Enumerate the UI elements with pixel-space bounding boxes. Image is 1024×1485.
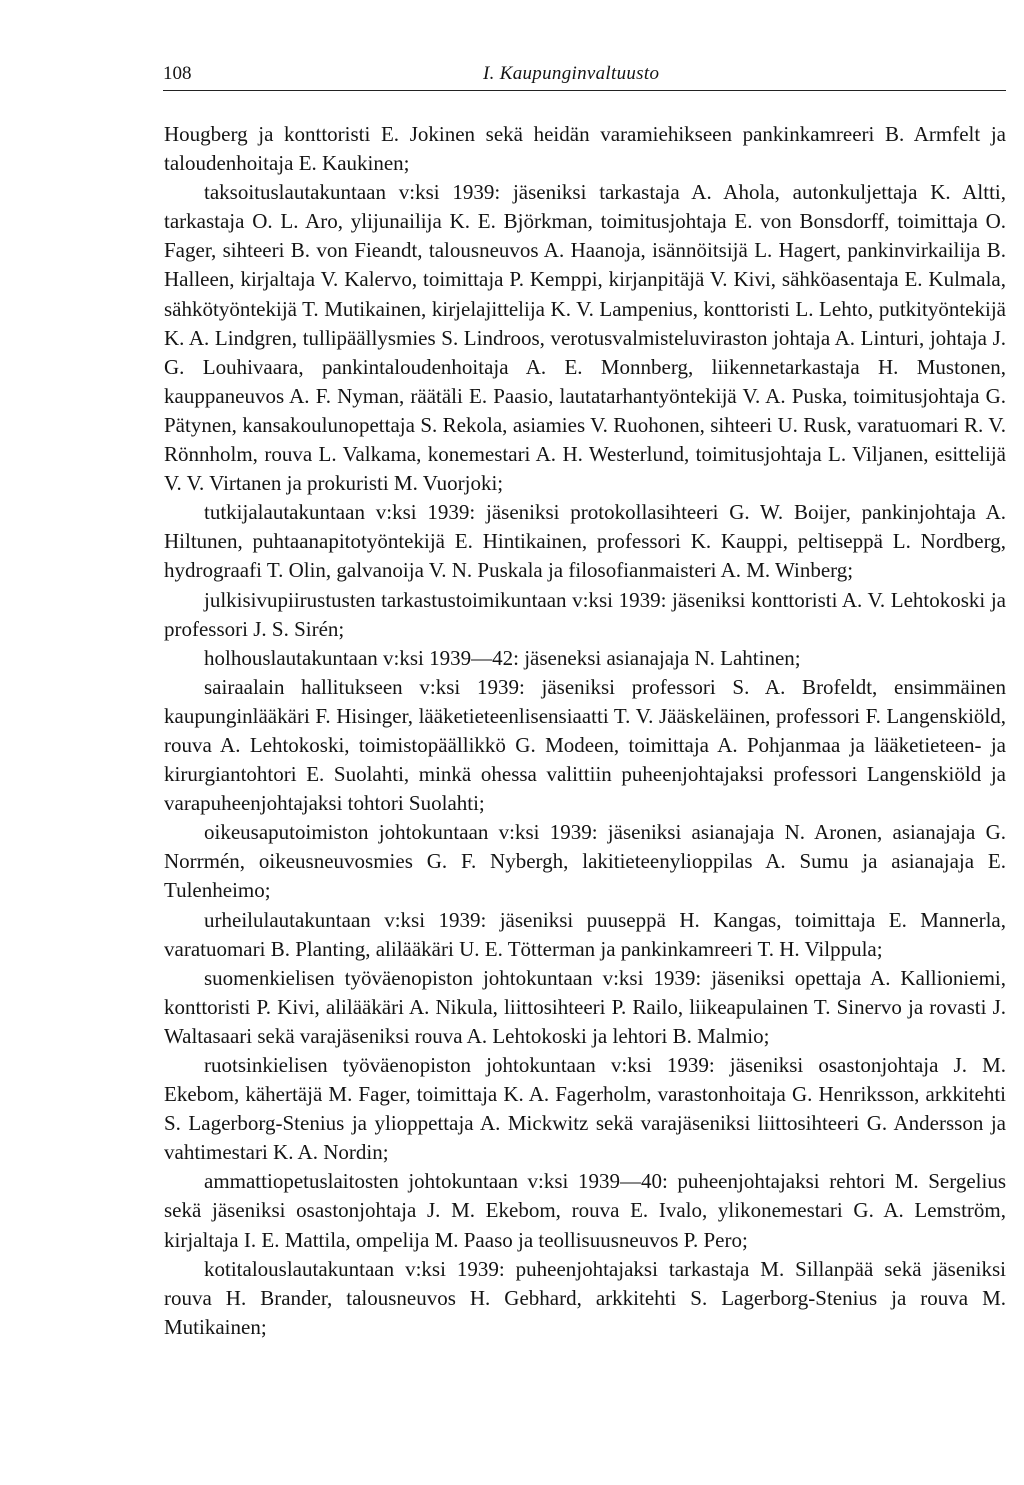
paragraph-urheilulautakunta: urheilulautakuntaan v:ksi 1939: jäseniksi puuseppä H. Kangas, toimittaja E. Mannerla, varatuomari B. Planting, alilääkäri U. E. Tötterman ja pankinkamreeri T. H. Vilppula; [164,907,1006,961]
paragraph-oikeusaputoimisto: oikeusaputoimiston johtokuntaan v:ksi 1939: jäseniksi asianajaja N. Aronen, asianajaja G. Norrmén, oikeusneuvosmies G. F. Nybergh, lakitieteenylioppilas A. Sumu ja asianajaja E. Tulenheimo; [164,820,1006,903]
page-header [163,62,1006,91]
paragraph-taksoituslautakunta: taksoituslautakuntaan v:ksi 1939: jäseniksi tarkastaja A. Ahola, autonkuljettaja K. Altti, tarkastaja O. L. Aro, ylijunailija K. E. Björkman, toimitusjohtaja E. von Bonsdorff, toimittaja O. Fager, sihteeri B. von Fieandt, talousneuvos A. Haanoja, isännöitsijä L. Hagert, pankinvirkailija B. Halleen, kirjaltaja V. Kalervo, toimittaja P. Kemppi, kirjanpitäjä V. Kivi, sähköasentaja E. Kulmala, sähkötyöntekijä T. Mutikainen, kirjelajittelija K. V. Lampenius, konttoristi L. Lehto, putkityöntekijä K. A. Lindgren, tullipäällysmies S. Lindroos, verotusvalmisteluviraston johtaja A. Linturi, johtaja J. G. Louhivaara, pankintaloudenhoitaja A. E. Monnberg, liikennetarkastaja H. Mustonen, kauppaneuvos A. F. Nyman, räätäli E. Paasio, lautatarhantyöntekijä V. A. Puska, toimitusjohtaja G. Pätynen, kansakoulunopettaja S. Rekola, asiamies V. Ruohonen, sihteeri U. Rusk, varatuomari R. V. Rönnholm, rouva L. Valkama, konemestari A. H. Westerlund, toimitusjohtaja L. Viljanen, esittelijä V. V. Virtanen ja prokuristi M. Vuorjoki; [164,180,1006,496]
paragraph-holhouslautakunta: holhouslautakuntaan v:ksi 1939—42: jäseneksi asianajaja N. Lahtinen; [204,645,801,670]
paragraph-suomenkielinen-tyovaenopisto: suomenkielisen työväenopiston johtokuntaan v:ksi 1939: jäseniksi opettaja A. Kallioniemi, konttoristi P. Kivi, alilääkäri A. Nikula, liittosihteeri P. Railo, liikeapulainen T. Sinervo ja rovasti J. Waltasaari sekä varajäseniksi rouva A. Lehtokoski ja lehtori B. Malmio; [164,965,1006,1048]
paragraph-sairaalain-hallitus: sairaalain hallitukseen v:ksi 1939: jäseniksi professori S. A. Brofeldt, ensimmäinen kaupunginlääkäri F. Hisinger, lääketieteenlisensiaatti T. V. Jääskeläinen, professori F. Langenskiöld, rouva A. Lehtokoski, toimistopäällikkö G. Modeen, toimittaja A. Pohjanmaa ja lääketieteen- ja kirurgiantohtori E. Suolahti, minkä ohessa valittiin puheenjohtajaksi professori Langenskiöld ja varapuheenjohtajaksi tohtori Suolahti; [164,674,1006,816]
paragraph-tutkijalautakunta: tutkijalautakuntaan v:ksi 1939: jäseniksi protokollasihteeri G. W. Boijer, pankinjohtaja A. Hiltunen, puhtaanapitotyöntekijä E. Hintikainen, professori K. Kauppi, peltiseppä L. Nordberg, hydrograafi T. Olin, galvanoija V. N. Puskala ja filosofianmaisteri A. M. Winberg; [164,500,1006,583]
running-title: I. Kaupunginvaltuusto [483,63,660,84]
body-text [164,120,1006,1342]
paragraph-julkisivupiirustukset: julkisivupiirustusten tarkastustoimikuntaan v:ksi 1939: jäseniksi konttoristi A. V. Lehtokoski ja professori J. S. Sirén; [164,587,1006,641]
paragraph-continuation: Hougberg ja konttoristi E. Jokinen sekä heidän varamiehikseen pankinkamreeri B. Armfelt ja taloudenhoitaja E. Kaukinen; [164,122,1006,176]
paragraph-kotitalouslautakunta: kotitalouslautakuntaan v:ksi 1939: puheenjohtajaksi tarkastaja M. Sillanpää sekä jäseniksi rouva H. Brander, talousneuvos H. Gebhard, arkkitehti S. Lagerborg-Stenius ja rouva M. Mutikainen; [164,1256,1006,1339]
paragraph-ammattiopetuslaitokset: ammattiopetuslaitosten johtokuntaan v:ksi 1939—40: puheenjohtajaksi rehtori M. Sergelius sekä jäseniksi osastonjohtaja J. M. Ekebom, rouva E. Ivalo, ylikonemestari G. A. Lemström, kirjaltaja I. E. Mattila, ompelija M. Paaso ja teollisuusneuvos P. Pero; [164,1169,1006,1252]
paragraph-ruotsinkielinen-tyovaenopisto: ruotsinkielisen työväenopiston johtokuntaan v:ksi 1939: jäseniksi osastonjohtaja J. M. Ekebom, kähertäjä M. Fager, toimittaja K. A. Fagerholm, varastonhoitaja G. Henriksson, arkkitehti S. Lagerborg-Stenius ja ylioppettaja A. Mickwitz sekä varajäseniksi liittosihteeri G. Andersson ja vahtimestari K. A. Nordin; [164,1053,1006,1165]
page-number: 108 [163,63,192,84]
